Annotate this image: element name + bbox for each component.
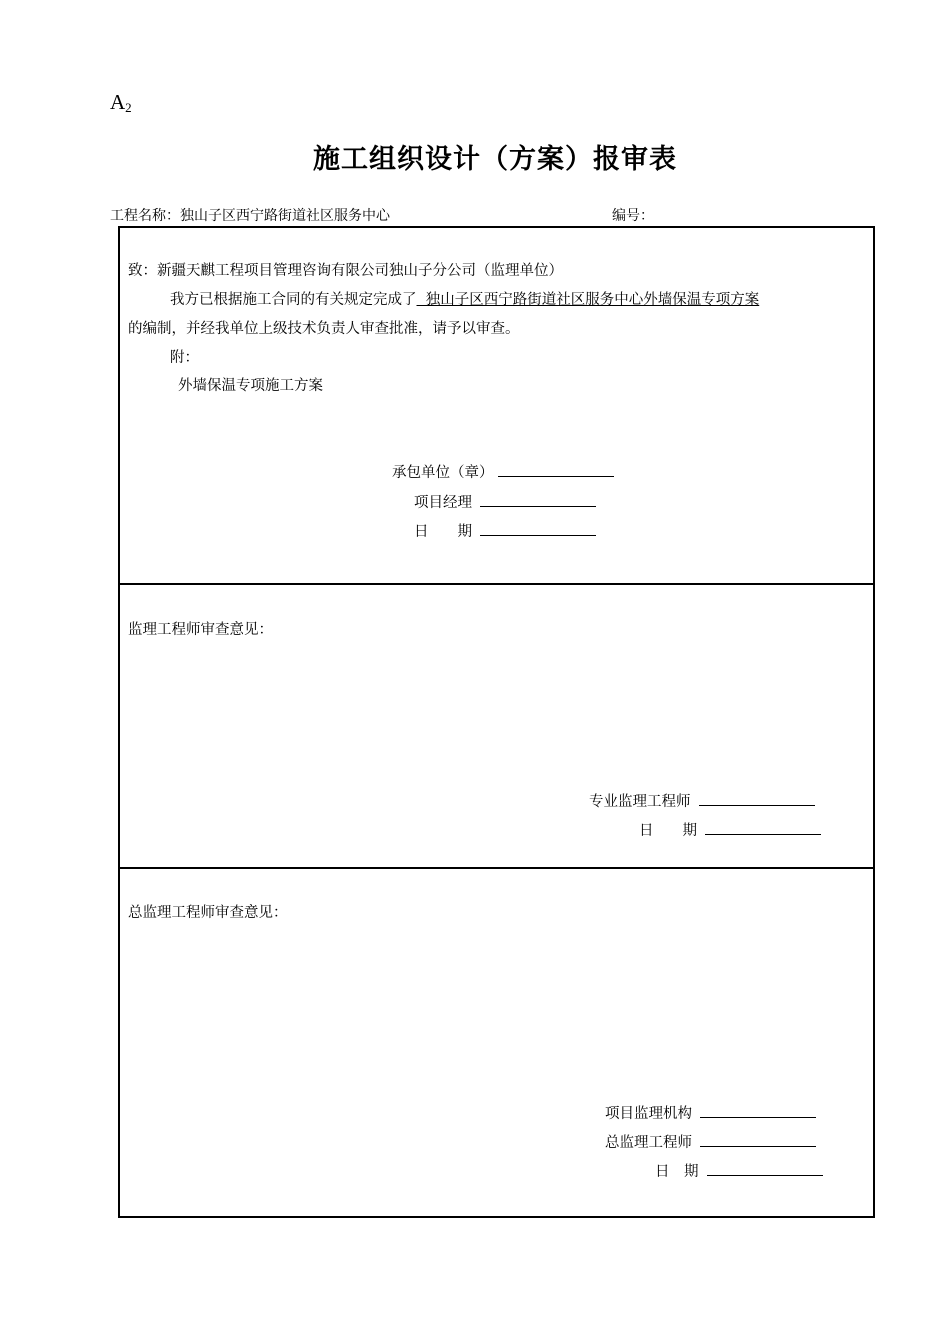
signature-line — [699, 793, 815, 806]
body-prefix: 我方已根据施工合同的有关规定完成了 — [170, 292, 417, 308]
date-line — [707, 1163, 823, 1176]
attachment-label: 附： — [170, 350, 199, 366]
engineer-opinion-label: 监理工程师审查意见： — [128, 622, 273, 638]
signature-line — [480, 494, 596, 507]
section-divider-2 — [118, 867, 875, 869]
number-label: 编号： — [612, 208, 654, 224]
attachment-item: 外墙保温专项施工方案 — [178, 378, 323, 394]
contractor-unit-label: 承包单位（章） — [392, 465, 494, 481]
form-code — [110, 90, 132, 116]
engineer-date — [639, 819, 821, 840]
project-manager-label: 项目经理 — [414, 495, 472, 511]
contractor-unit-signature — [392, 461, 614, 482]
supervision-org-signature — [605, 1102, 816, 1123]
signature-line — [700, 1105, 816, 1118]
plan-name: 独山子区西宁路街道社区服务中心外墙保温专项方案 — [416, 292, 760, 308]
engineer-signature — [589, 790, 815, 811]
date-line — [705, 822, 821, 835]
chief-label: 总监理工程师 — [605, 1135, 692, 1151]
date-line — [480, 523, 596, 536]
project-name-line — [110, 205, 390, 225]
signature-line — [700, 1134, 816, 1147]
project-label: 工程名称： — [110, 208, 180, 224]
chief-opinion-label: 总监理工程师审查意见： — [128, 905, 288, 921]
supervision-org-label: 项目监理机构 — [605, 1106, 692, 1122]
project-manager-signature — [414, 491, 596, 512]
project-name: 独山子区西宁路街道社区服务中心 — [180, 208, 390, 224]
section-divider-1 — [118, 583, 875, 585]
date-label: 日 期 — [639, 823, 697, 839]
to-recipient: 新疆天麒工程项目管理咨询有限公司独山子分公司（监理单位） — [157, 263, 563, 279]
signature-line — [498, 464, 614, 477]
date-label: 日 期 — [655, 1164, 699, 1180]
to-label: 致： — [128, 263, 157, 279]
form-code-subscript: 2 — [125, 100, 132, 115]
document-title: 施工组织设计（方案）报审表 — [313, 144, 677, 175]
body-line-2: 的编制，并经我单位上级技术负责人审查批准，请予以审查。 — [128, 321, 520, 337]
engineer-label: 专业监理工程师 — [589, 794, 691, 810]
chief-date — [655, 1160, 823, 1181]
body-line-1 — [170, 288, 759, 309]
contractor-date — [414, 520, 596, 541]
addressee-line — [128, 259, 563, 280]
chief-signature — [605, 1131, 816, 1152]
date-label: 日 期 — [414, 524, 472, 540]
form-code-letter: A — [110, 90, 126, 114]
